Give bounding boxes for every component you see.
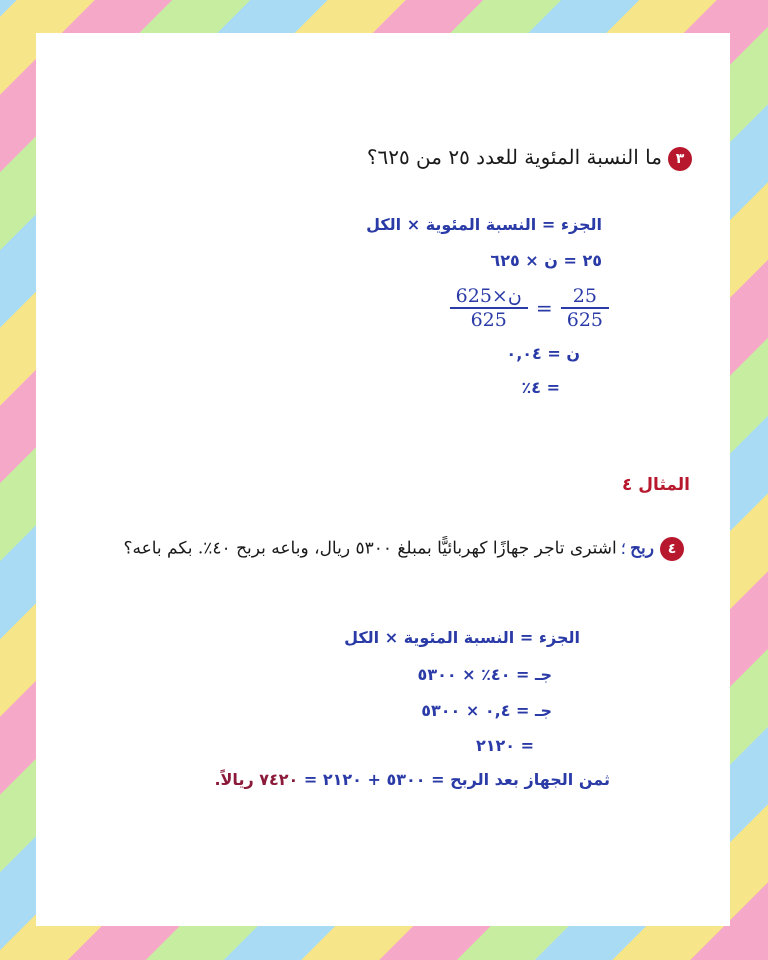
question-3-text: ما النسبة المئوية للعدد ٢٥ من ٦٢٥؟ — [366, 145, 662, 169]
q4-final-prefix: ثمن الجهاز بعد الربح = ٥٣٠٠ + ٢١٢٠ = — [303, 770, 610, 789]
question-4 — [123, 537, 684, 561]
example-4-heading: المثال ٤ — [622, 475, 690, 495]
q3-fraction-equation — [453, 285, 606, 331]
question-4-text: اشترى تاجر جهازًا كهربائيًّا بمبلغ ٥٣٠٠ ريال، وباعه بربح ٤٠٪. بكم باعه؟ — [123, 538, 617, 559]
question-4-number-badge: ٤ — [660, 537, 684, 561]
q4-step-2: جـ = ٠,٤ × ٥٣٠٠ — [421, 701, 552, 720]
q3-fraction-right-denominator: 625 — [470, 308, 507, 331]
q3-fraction-right-numerator: ن×625 — [455, 285, 522, 307]
q3-fraction-left-numerator: 25 — [572, 285, 597, 307]
q3-fraction-equals: = — [535, 295, 553, 320]
q3-fraction-left-denominator: 625 — [566, 308, 603, 331]
q3-fraction-left — [564, 285, 606, 331]
q4-step-3: = ٢١٢٠ — [475, 736, 534, 755]
q4-step-1: جـ = ٤٠٪ × ٥٣٠٠ — [417, 665, 552, 684]
question-3-number-badge: ٣ — [668, 147, 692, 171]
q3-step-1: ٢٥ = ن × ٦٢٥ — [490, 251, 602, 270]
q3-step-4: = ٤٪ — [521, 378, 560, 397]
question-4-label: ربح — [630, 538, 654, 559]
question-3 — [367, 145, 692, 171]
q3-fraction-right — [453, 285, 525, 331]
q4-final-answer — [214, 770, 610, 789]
q3-formula: الجزء = النسبة المئوية × الكل — [366, 215, 602, 234]
q4-final-value: ٧٤٢٠ ريالاً. — [214, 770, 299, 789]
worksheet-card — [36, 33, 730, 926]
q3-step-3: ن = ٠,٠٤ — [506, 344, 580, 363]
question-4-label-separator: ؛ — [620, 538, 627, 559]
q4-formula: الجزء = النسبة المئوية × الكل — [344, 628, 580, 647]
